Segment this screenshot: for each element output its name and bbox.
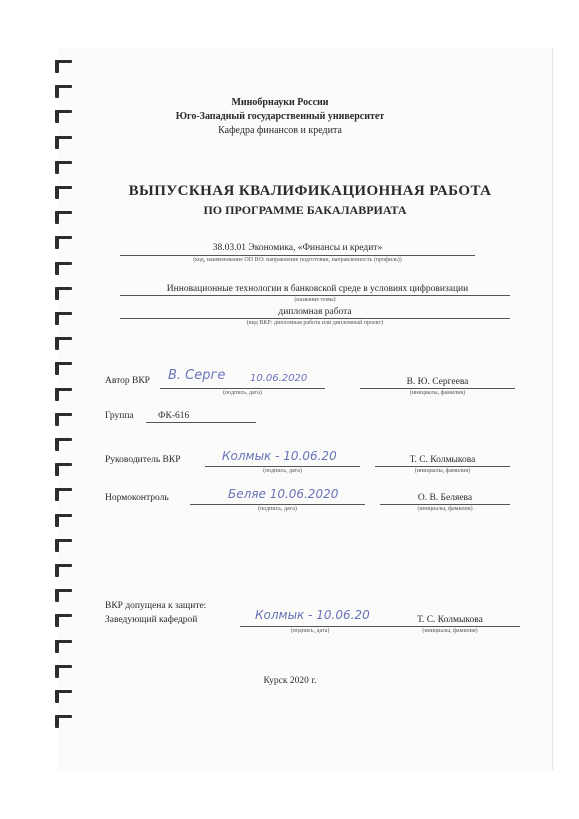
binding-ring [52, 715, 74, 728]
binding-ring [52, 110, 74, 123]
department-name: Кафедра финансов и кредита [218, 125, 342, 136]
supervisor-label: Руководитель ВКР [105, 455, 181, 465]
ministry-name: Минобрнауки России [231, 97, 329, 108]
document-subtitle: ПО ПРОГРАММЕ БАКАЛАВРИАТА [203, 203, 407, 217]
head-name-line [380, 626, 520, 627]
work-type-underline [120, 318, 510, 319]
topic-caption: (название темы) [294, 297, 336, 303]
head-name-caption: (инициалы, фамилия) [422, 628, 478, 634]
work-type-value: дипломная работа [278, 307, 352, 317]
binding-ring [52, 614, 74, 627]
author-name: В. Ю. Сергеева [406, 377, 469, 387]
binding-ring [52, 413, 74, 426]
normcontrol-signature-caption: (подпись, дата) [258, 506, 297, 512]
program-underline [120, 255, 475, 256]
normcontrol-signature: Беляе 10.06.2020 [228, 487, 339, 501]
binding-ring [52, 514, 74, 527]
binding-ring [52, 236, 74, 249]
group-value: ФК-616 [158, 411, 190, 421]
binding-ring [52, 564, 74, 577]
binding-ring [52, 161, 74, 174]
binding-ring [52, 136, 74, 149]
program-value: 38.03.01 Экономика, «Финансы и кредит» [212, 243, 383, 253]
head-of-department-signature: Колмык - 10.06.20 [255, 608, 370, 622]
supervisor-name: Т. С. Колмыкова [409, 455, 476, 465]
author-signature-caption: (подпись, дата) [223, 390, 262, 396]
supervisor-signature-caption: (подпись, дата) [263, 468, 302, 474]
binding-ring [52, 463, 74, 476]
binding-ring [52, 640, 74, 653]
normcontrol-signature-line [190, 504, 365, 505]
binding-ring [52, 488, 74, 501]
head-signature-line [240, 626, 380, 627]
supervisor-name-caption: (инициалы, фамилия) [414, 468, 471, 474]
normcontrol-name-line [380, 504, 510, 505]
author-signature-date: 10.06.2020 [250, 373, 308, 384]
binding-ring [52, 312, 74, 325]
document-page [58, 48, 553, 770]
binding-ring [52, 362, 74, 375]
spiral-binding [52, 60, 78, 740]
city-year: Курск 2020 г. [263, 676, 317, 686]
author-signature-line [160, 388, 325, 389]
document-title: ВЫПУСКНАЯ КВАЛИФИКАЦИОННАЯ РАБОТА [128, 183, 492, 199]
binding-ring [52, 85, 74, 98]
binding-ring [52, 186, 74, 199]
work-type-caption: (вид ВКР: дипломная работа или дипломный проект) [246, 320, 384, 326]
supervisor-signature-line [205, 466, 360, 467]
binding-ring [52, 665, 74, 678]
normcontrol-name-caption: (инициалы, фамилия) [417, 506, 473, 512]
binding-ring [52, 438, 74, 451]
author-name-line [360, 388, 515, 389]
head-signature-caption: (подпись, дата) [290, 628, 330, 634]
binding-ring [52, 388, 74, 401]
supervisor-signature: Колмык - 10.06.20 [222, 449, 337, 463]
binding-ring [52, 60, 74, 73]
binding-ring [52, 262, 74, 275]
head-of-department-name: Т. С. Колмыкова [417, 615, 483, 625]
normcontrol-name: О. В. Беляева [417, 493, 473, 503]
admission-heading: ВКР допущена к защите: [105, 601, 207, 611]
topic-value: Инновационные технологии в банковской среде в условиях цифровизации [166, 284, 469, 294]
binding-ring [52, 539, 74, 552]
program-caption: (код, наименование ОП ВО: направление подготовки, направленность (профиль)) [193, 257, 402, 263]
supervisor-name-line [375, 466, 510, 467]
author-signature: В. Серге [168, 368, 226, 383]
binding-ring [52, 589, 74, 602]
binding-ring [52, 287, 74, 300]
university-name: Юго-Западный государственный университет [175, 111, 385, 122]
normcontrol-label: Нормоконтроль [105, 493, 169, 503]
group-underline [146, 422, 256, 423]
group-label: Группа [105, 411, 134, 421]
head-of-department-label: Заведующий кафедрой [105, 615, 198, 625]
binding-ring [52, 690, 74, 703]
topic-underline [120, 295, 510, 296]
author-label: Автор ВКР [105, 376, 150, 386]
binding-ring [52, 211, 74, 224]
author-name-caption: (инициалы, фамилия) [409, 390, 466, 396]
binding-ring [52, 337, 74, 350]
